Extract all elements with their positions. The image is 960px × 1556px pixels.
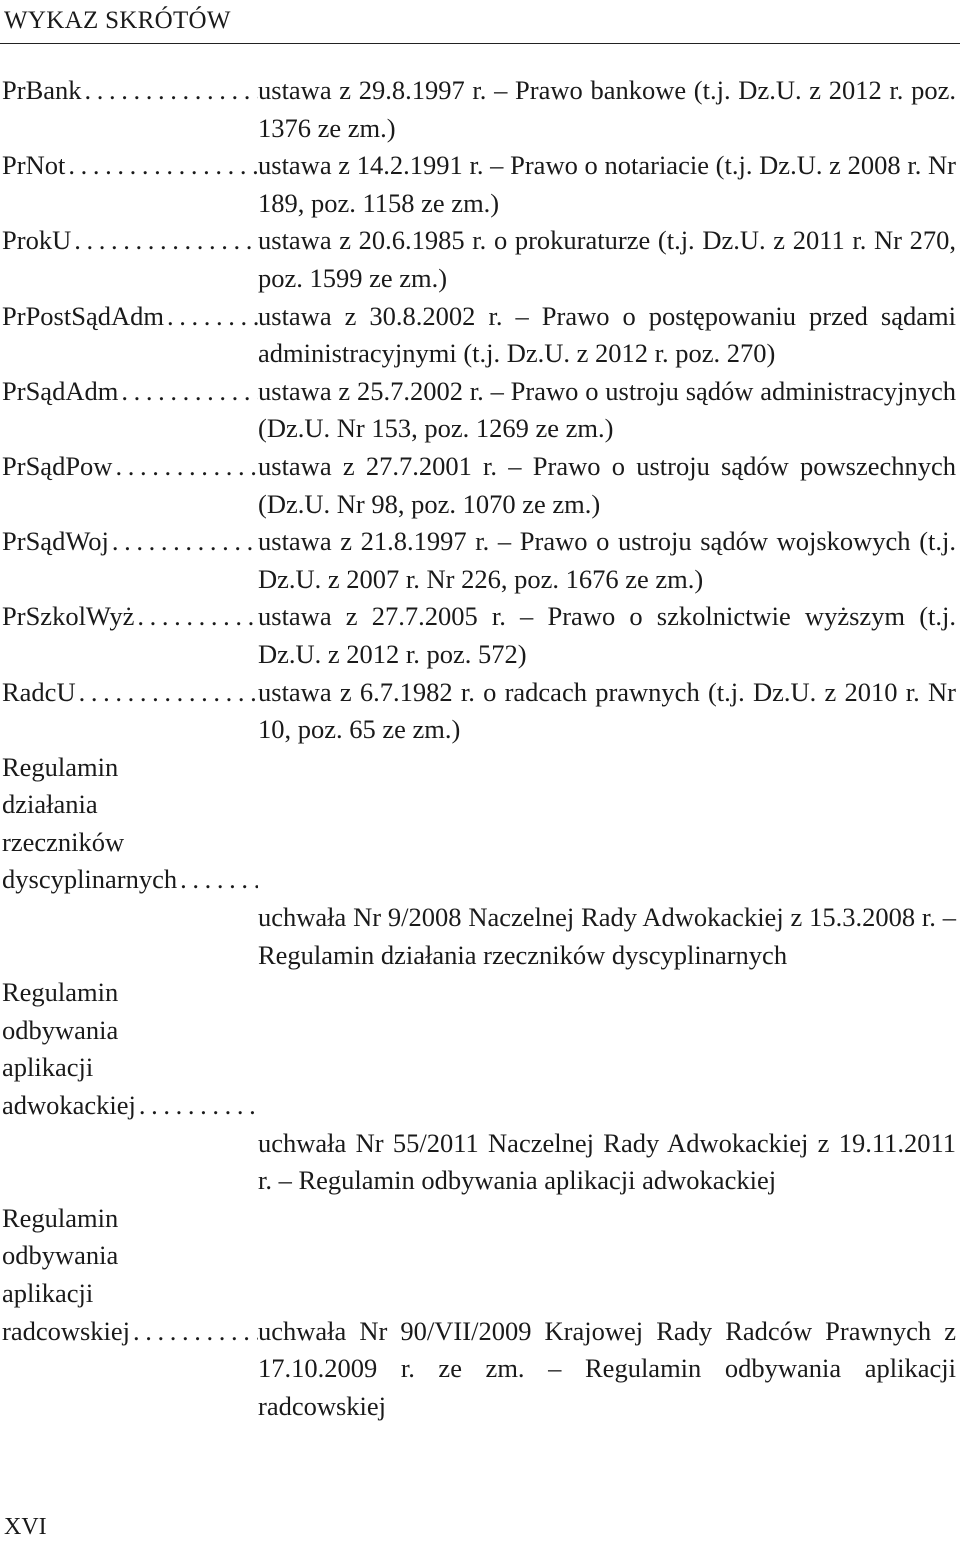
abbreviation-term: [0, 749, 258, 975]
abbreviation-label: radcowskiej: [2, 1315, 131, 1346]
abbreviation-entry: [0, 523, 960, 598]
leader-dots: [112, 448, 258, 486]
abbreviation-term: [0, 222, 258, 260]
abbreviation-term: [0, 974, 258, 1200]
abbreviation-description: ustawa z 30.8.2002 r. – Prawo o postępowaniu przed sądami administracyjnymi (t.j. Dz.U. z 2012 r. poz. 270): [258, 300, 956, 369]
abbreviation-term: [0, 523, 258, 561]
abbreviation-description: ustawa z 25.7.2002 r. – Prawo o ustroju sądów administracyjnych (Dz.U. Nr 153, poz. 1269 ze zm.): [258, 375, 956, 444]
abbreviation-label: adwokackiej: [2, 1090, 136, 1121]
abbreviation-term: [0, 298, 258, 336]
leader-dots: [71, 222, 258, 260]
leader-dots: [118, 373, 258, 411]
abbreviation-description: ustawa z 27.7.2005 r. – Prawo o szkolnictwie wyższym (t.j. Dz.U. z 2012 r. poz. 572): [258, 601, 956, 669]
abbreviation-label: PrSądPow: [2, 450, 113, 481]
abbreviation-entry: [0, 674, 960, 749]
header-rule: [0, 43, 960, 44]
leader-dots: [136, 1087, 258, 1125]
abbreviation-spacer: [2, 899, 258, 974]
abbreviation-term: [0, 147, 258, 185]
abbreviation-term: [0, 448, 258, 486]
abbreviation-label: PrBank: [2, 75, 82, 105]
abbreviation-label-prefix: Regulamin odbywania aplikacji: [2, 977, 119, 1083]
abbreviation-term: [0, 674, 258, 712]
abbreviation-spacer: [2, 1350, 258, 1425]
abbreviation-description: ustawa z 20.6.1985 r. o prokuraturze (t.j. Dz.U. z 2011 r. Nr 270, poz. 1599 ze zm.): [258, 225, 956, 293]
abbreviation-list: [0, 72, 960, 1425]
abbreviation-description: uchwała Nr 90/VII/2009 Krajowej Rady Radców Prawnych z 17.10.2009 r. ze zm. – Regulamin odbywania aplikacji radcowskiej: [258, 1315, 956, 1421]
leader-dots: [164, 298, 258, 336]
abbreviation-entry: [0, 1200, 960, 1426]
leader-dots: [76, 674, 258, 712]
leader-dots: [65, 147, 258, 185]
leader-dots: [134, 598, 258, 636]
abbreviation-entry: [0, 373, 960, 448]
abbreviation-label: PrPostSądAdm: [2, 300, 164, 331]
abbreviation-description: uchwała Nr 55/2011 Naczelnej Rady Adwokackiej z 19.11.2011 r. – Regulamin odbywania aplikacji adwokackiej: [258, 1127, 956, 1196]
abbreviation-term: [0, 373, 258, 411]
leader-dots: [177, 861, 258, 899]
abbreviation-entry: [0, 222, 960, 297]
abbreviation-entry: [0, 974, 960, 1200]
abbreviation-entry: [0, 598, 960, 673]
abbreviation-description: ustawa z 21.8.1997 r. – Prawo o ustroju sądów wojskowych (t.j. Dz.U. z 2007 r. Nr 226, poz. 1676 ze zm.): [258, 526, 956, 594]
running-head-title: WYKAZ SKRÓTÓW: [4, 7, 231, 34]
abbreviation-spacer: [2, 1125, 258, 1200]
leader-dots: [109, 523, 258, 561]
abbreviation-label: dyscyplinarnych: [2, 864, 178, 895]
leader-dots: [82, 72, 259, 110]
leader-dots: [130, 1313, 258, 1351]
abbreviation-description: ustawa z 29.8.1997 r. – Prawo bankowe (t.j. Dz.U. z 2012 r. poz. 1376 ze zm.): [258, 75, 956, 143]
abbreviation-label: PrSzkolWyż: [2, 601, 135, 632]
abbreviation-entry: [0, 448, 960, 523]
abbreviation-description: ustawa z 14.2.1991 r. – Prawo o notariacie (t.j. Dz.U. z 2008 r. Nr 189, poz. 1158 ze zm.): [258, 150, 956, 218]
abbreviation-label: ProkU: [2, 225, 72, 256]
page-number: XVI: [4, 1514, 47, 1540]
abbreviation-entry: [0, 749, 960, 975]
abbreviation-entry: [0, 298, 960, 373]
abbreviation-entry: [0, 72, 960, 147]
abbreviation-description: ustawa z 27.7.2001 r. – Prawo o ustroju sądów powszechnych (Dz.U. Nr 98, poz. 1070 ze zm.): [258, 450, 956, 519]
abbreviation-description: ustawa z 6.7.1982 r. o radcach prawnych (t.j. Dz.U. z 2010 r. Nr 10, poz. 65 ze zm.): [258, 676, 956, 745]
abbreviation-description: uchwała Nr 9/2008 Naczelnej Rady Adwokackiej z 15.3.2008 r. – Regulamin działania rzeczników dyscyplinarnych: [258, 902, 956, 970]
abbreviation-label-prefix: Regulamin działania rzeczników: [2, 751, 125, 857]
abbreviation-entry: [0, 147, 960, 222]
abbreviation-term: [0, 598, 258, 636]
abbreviation-label: RadcU: [2, 676, 76, 707]
abbreviation-label: PrNot: [2, 150, 66, 181]
abbreviation-label: PrSądWoj: [2, 526, 109, 557]
abbreviation-label: PrSądAdm: [2, 375, 119, 406]
abbreviation-term: [0, 72, 258, 110]
abbreviation-term: [0, 1200, 258, 1426]
abbreviation-label-prefix: Regulamin odbywania aplikacji: [2, 1202, 119, 1308]
